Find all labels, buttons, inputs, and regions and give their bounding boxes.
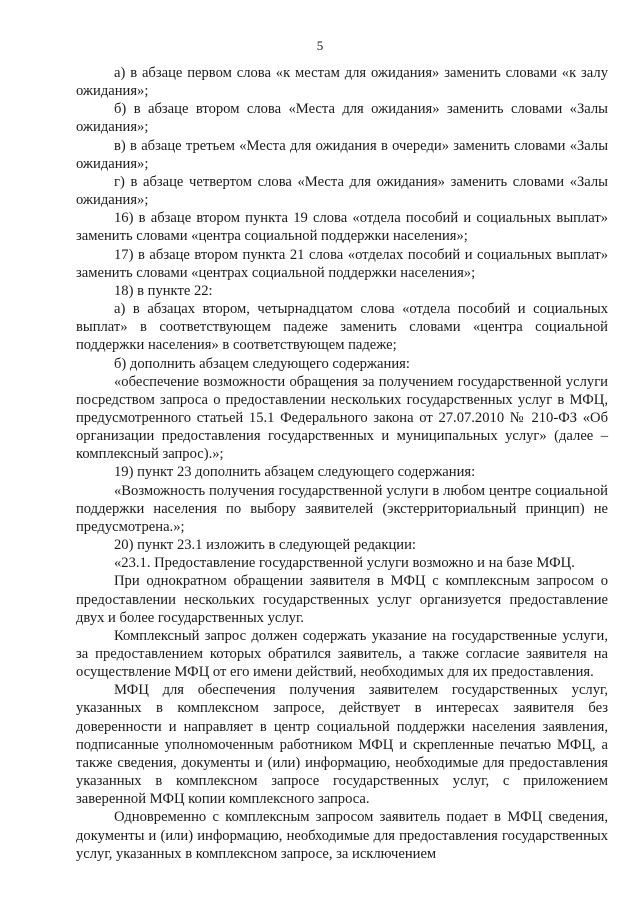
paragraph-item-18a: а) в абзацах втором, четырнадцатом слова «отдела пособий и социальных выплат» в соответствующем падеже заменить словами «центра социальной поддержки населения» в соответствующем падеже;	[76, 301, 608, 354]
paragraph-request-content: Комплексный запрос должен содержать указание на государственные услуги, за предоставлением которых обратился заявитель, а также согласие заявителя на осуществление МФЦ от его имени действий, необходимых для их предоставления.	[76, 627, 608, 681]
paragraph-item-b-second: б) в абзаце втором слова «Места для ожидания» заменить словами «Залы ожидания»;	[76, 101, 608, 136]
paragraph-item-19: 19) пункт 23 дополнить абзацем следующего содержания:	[114, 464, 476, 481]
paragraph-quote-exterritorial: «Возможность получения государственной услуги в любом центре социальной поддержки населения по выбору заявителей (экстерриториальный принцип) не предусмотрена.»;	[76, 482, 608, 535]
paragraph-item-16: 16) в абзаце втором пункта 19 слова «отдела пособий и социальных выплат» заменить словами «центра социальной поддержки населения»;	[76, 210, 608, 245]
paragraph-quote-complex-request: «обеспечение возможности обращения за получением государственной услуги посредством запроса о предоставлении нескольких государственных услуг в МФЦ, предусмотренного статьей 15.1 Федерального закона от 27.07.2010 № 210-ФЗ «Об организации предоставления государственных и муниципальных услуг» (далее – комплексный запрос).»;	[76, 373, 608, 463]
document-body	[76, 64, 608, 863]
paragraph-single-request: При однократном обращении заявителя в МФЦ с комплексным запросом о предоставлении нескольких государственных услуг организуется предоставление двух и более государственных услуг.	[76, 573, 608, 626]
paragraph-simultaneous-submission: Одновременно с комплексным запросом заявитель подает в МФЦ сведения, документы и (или) информацию, необходимые для предоставления государственных услуг, указанных в комплексном запросе, за исключением	[76, 809, 608, 862]
paragraph-item-17: 17) в абзаце втором пункта 21 слова «отделах пособий и социальных выплат» заменить словами «центрах социальной поддержки населения»;	[76, 246, 608, 281]
paragraph-item-g-fourth: г) в абзаце четвертом слова «Места для ожидания» заменить словами «Залы ожидания»;	[76, 173, 608, 209]
paragraph-item-18b: б) дополнить абзацем следующего содержания:	[114, 355, 410, 372]
paragraph-item-20: 20) пункт 23.1 изложить в следующей редакции:	[114, 537, 416, 554]
paragraph-item-a-first: а) в абзаце первом слова «к местам для ожидания» заменить словами «к залу ожидания»;	[76, 65, 608, 100]
page-number: 5	[316, 38, 324, 53]
paragraph-item-18: 18) в пункте 22:	[114, 282, 213, 299]
paragraph-item-v-third: в) в абзаце третьем «Места для ожидания в очереди» заменить словами «Залы ожидания»;	[76, 137, 608, 172]
paragraph-quote-23-1: «23.1. Предоставление государственной услуги возможно и на базе МФЦ.	[114, 555, 575, 572]
paragraph-mfc-duties: МФЦ для обеспечения получения заявителем государственных услуг, указанных в комплексном запросе, действует в интересах заявителя без доверенности и направляет в центр социальной поддержки населения заявления, подписанные уполномоченным работником МФЦ и скрепленные печатью МФЦ, а также сведения, документы и (или) информацию, необходимые для предоставления указанных в комплексном запросе государственных услуг, с приложением заверенной МФЦ копии комплексного запроса.	[76, 682, 608, 808]
